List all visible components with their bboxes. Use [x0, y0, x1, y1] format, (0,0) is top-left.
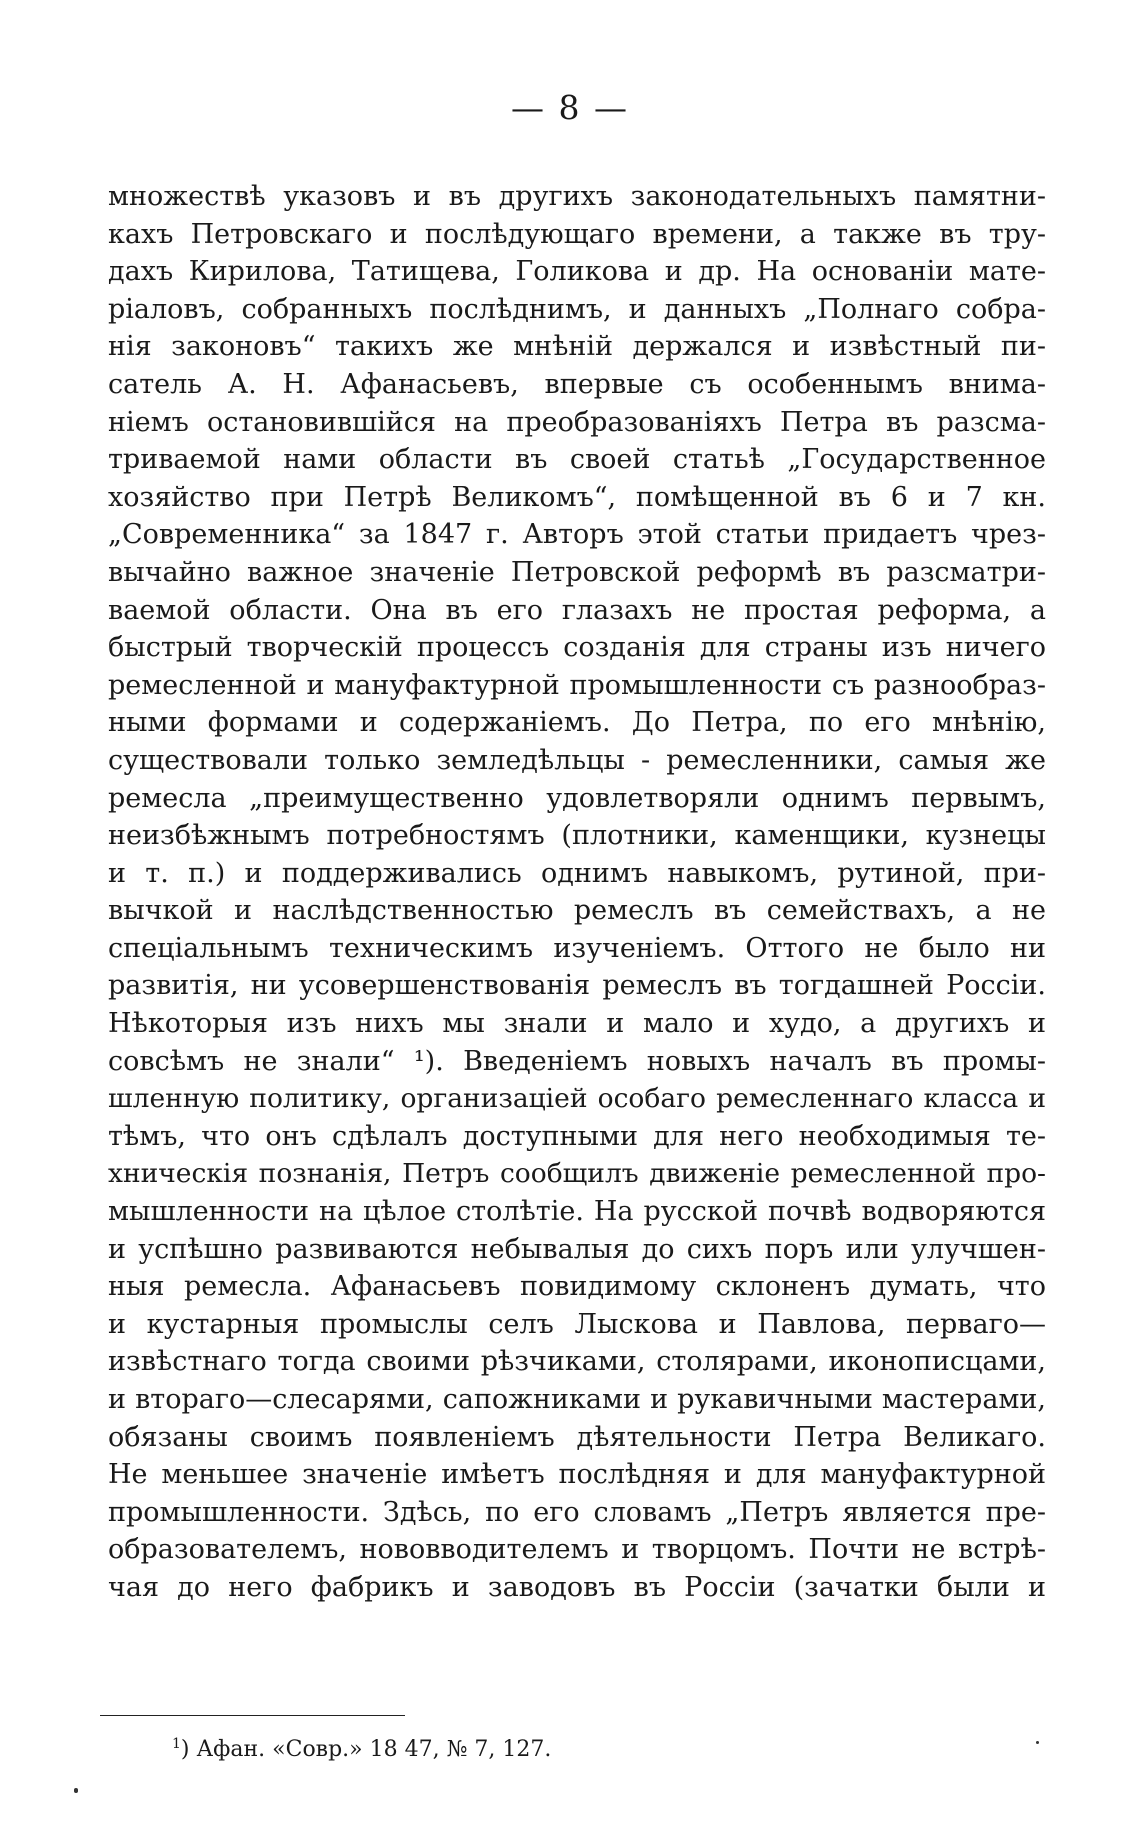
text-line: дахъ Кирилова, Татищева, Голикова и др. На основаніи мате- [108, 256, 1046, 288]
text-line: вычкой и наслѣдственностью ремеслъ въ семействахъ, а не [108, 895, 1046, 927]
text-line: сатель А. Н. Афанасьевъ, впервые съ особеннымъ внима- [108, 368, 1046, 400]
footnote [172, 1728, 551, 1766]
print-speck [74, 1788, 78, 1793]
text-line: Не меньшее значеніе имѣетъ послѣдняя и для мануфактурной [108, 1459, 1046, 1491]
text-line: ремесла „преимущественно удовлетворяли однимъ первымъ, [108, 782, 1046, 814]
print-speck [1036, 1741, 1039, 1744]
text-line: ремесленной и мануфактурной промышленности съ разнообраз- [108, 669, 1046, 701]
text-line: развитія, ни усовершенствованія ремеслъ въ тогдашней Россіи. [108, 970, 1046, 1002]
text-line: и т. п.) и поддерживались однимъ навыкомъ, рутиной, при- [108, 857, 1046, 889]
text-line: и втораго—слесарями, сапожниками и рукавичными мастерами, [108, 1384, 1046, 1415]
text-line: и кустарныя промыслы селъ Лыскова и Павлова, перваго— [108, 1308, 1046, 1340]
text-line: и успѣшно развиваются небывалыя до сихъ поръ или улучшен- [108, 1233, 1046, 1265]
text-line: хозяйство при Петрѣ Великомъ“, помѣщенной въ 6 и 7 кн. [108, 481, 1046, 513]
text-line: спеціальнымъ техническимъ изученіемъ. Оттого не было ни [108, 932, 1046, 964]
text-line: ными формами и содержаніемъ. До Петра, по его мнѣнію, [108, 707, 1046, 739]
text-line: неизбѣжнымъ потребностямъ (плотники, каменщики, кузнецы [108, 820, 1046, 852]
text-line: вычайно важное значеніе Петровской реформѣ въ разсматри- [108, 556, 1046, 588]
text-line: Нѣкоторыя изъ нихъ мы знали и мало и худо, а другихъ и [108, 1008, 1046, 1040]
text-line: совсѣмъ не знали“ ¹). Введеніемъ новыхъ началъ въ промы- [108, 1045, 1046, 1077]
text-line: нія законовъ“ такихъ же мнѣній держался и извѣстный пи- [108, 331, 1046, 363]
text-line: быстрый творческій процессъ созданія для страны изъ ничего [108, 632, 1046, 664]
text-line: чая до него фабрикъ и заводовъ въ Россіи (зачатки были и [108, 1571, 1046, 1603]
text-line: существовали только земледѣльцы - ремесленники, самыя же [108, 744, 1046, 776]
text-line: ваемой области. Она въ его глазахъ не простая реформа, а [108, 594, 1046, 626]
footnote-text: ) Афан. «Совр.» 18 47, № 7, 127. [180, 1737, 552, 1762]
text-line: шленную политику, организаціей особаго ремесленнаго класса и [108, 1083, 1046, 1115]
text-line: кахъ Петровскаго и послѣдующаго времени, а также въ тру- [108, 218, 1046, 250]
text-line: „Современника“ за 1847 г. Авторъ этой статьи придаетъ чрез- [108, 519, 1046, 551]
text-line: обязаны своимъ появленіемъ дѣятельности Петра Великаго. [108, 1421, 1046, 1453]
text-line: тѣмъ, что онъ сдѣлалъ доступными для него необходимыя те- [108, 1120, 1046, 1152]
text-line: множествѣ указовъ и въ другихъ законодательныхъ памятни- [108, 181, 1046, 212]
text-line: ныя ремесла. Афанасьевъ повидимому склоненъ думать, что [108, 1271, 1046, 1303]
text-line: извѣстнаго тогда своими рѣзчиками, столярами, иконописцами, [108, 1346, 1046, 1378]
text-line: ріаловъ, собранныхъ послѣднимъ, и данныхъ „Полнаго собра- [108, 293, 1046, 325]
text-line: промышленности. Здѣсь, по его словамъ „Петръ является пре- [108, 1496, 1046, 1528]
text-line: триваемой нами области въ своей статьѣ „Государственное [108, 444, 1046, 476]
text-line: ніемъ остановившійся на преобразованіяхъ Петра въ разсма- [108, 406, 1046, 438]
text-line: образователемъ, нововводителемъ и творцомъ. Почти не встрѣ- [108, 1534, 1046, 1566]
footnote-marker: 1 [172, 1736, 181, 1752]
text-line: хническія познанія, Петръ сообщилъ движеніе ремесленной про- [108, 1158, 1046, 1190]
text-line: мышленности на цѣлое столѣтіе. На русской почвѣ водворяются [108, 1196, 1046, 1228]
body-text [108, 178, 1046, 1607]
footnote-separator [100, 1715, 405, 1716]
page-number: — 8 — [511, 88, 629, 127]
